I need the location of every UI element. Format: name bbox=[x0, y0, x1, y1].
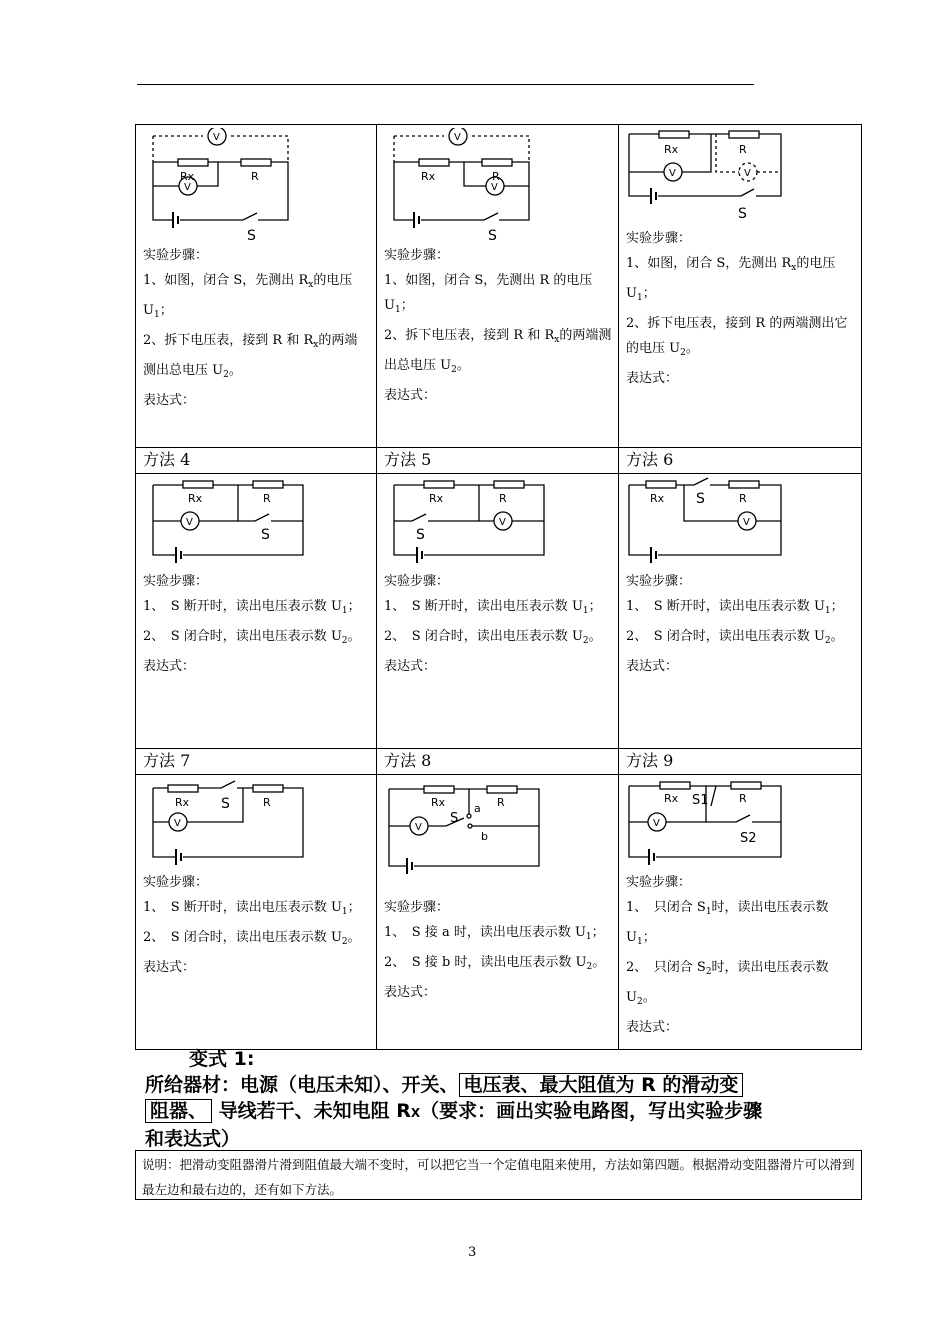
rx-label: Rx bbox=[664, 792, 679, 805]
step-1: 1、 只闭合 $S_1$时，读出电压表示数 $U_1$； bbox=[626, 900, 829, 947]
methods-table bbox=[135, 124, 862, 1050]
switch-label: S bbox=[221, 796, 230, 812]
switch-label: S bbox=[416, 527, 425, 543]
header-rule bbox=[137, 84, 754, 85]
voltmeter-label: V bbox=[743, 517, 750, 528]
circuit-diagram bbox=[626, 128, 796, 226]
expression-label: 表达式： bbox=[384, 659, 437, 674]
voltmeter-label: V bbox=[415, 822, 422, 833]
circuit-diagram bbox=[626, 778, 796, 870]
expression-label: 表达式： bbox=[143, 960, 196, 975]
r-label: R bbox=[739, 143, 747, 156]
r-label: R bbox=[497, 796, 505, 809]
method5-title: 方法 5 bbox=[377, 448, 619, 474]
circuit-diagram bbox=[384, 477, 549, 569]
r-label: R bbox=[492, 170, 500, 183]
r-label: R bbox=[739, 492, 747, 505]
method3-cell bbox=[619, 124, 862, 448]
voltmeter-label: V bbox=[174, 818, 181, 829]
expression-label: 表达式： bbox=[626, 659, 679, 674]
steps-title: 实验步骤： bbox=[626, 231, 692, 246]
voltmeter-label: V bbox=[184, 182, 191, 193]
r-label: R bbox=[263, 796, 271, 809]
voltmeter-label: V bbox=[499, 517, 506, 528]
rx-label: Rx bbox=[421, 170, 436, 183]
rx-label: Rx bbox=[650, 492, 665, 505]
step-2: 2、 S 闭合时，读出电压表示数 $U_2$。 bbox=[143, 629, 361, 646]
step-1: 1、 S 接 a 时，读出电压表示数 $U_1$； bbox=[384, 925, 605, 942]
step-2: 2、 S 闭合时，读出电压表示数 $U_2$。 bbox=[143, 930, 361, 947]
switch-label: S bbox=[738, 206, 747, 222]
steps-title: 实验步骤： bbox=[143, 875, 209, 890]
expression-label: 表达式： bbox=[143, 393, 196, 408]
contact-b-label: b bbox=[481, 830, 488, 843]
rx-label: Rx bbox=[664, 143, 679, 156]
circuit-diagram bbox=[384, 778, 549, 895]
voltmeter-label: V bbox=[653, 818, 660, 829]
circuit-diagram bbox=[143, 778, 308, 870]
step-2: 2、拆下电压表，接到 R 和 $R_x$的两端测出总电压 $U_2$。 bbox=[384, 328, 612, 375]
boxed-text: 阻器、 bbox=[145, 1099, 212, 1123]
rx-label: Rx bbox=[180, 170, 195, 183]
circuit-diagram bbox=[143, 477, 308, 569]
step-1: 1、 S 断开时，读出电压表示数 $U_1$； bbox=[143, 900, 361, 917]
step-2: 2、 S 接 b 时，读出电压表示数 $U_2$。 bbox=[384, 955, 606, 972]
steps-title: 实验步骤： bbox=[626, 574, 692, 589]
steps-title: 实验步骤： bbox=[384, 248, 450, 263]
expression-label: 表达式： bbox=[384, 985, 437, 1000]
contact-a-label: a bbox=[474, 802, 481, 815]
variant-heading: 变式 1: bbox=[189, 1048, 255, 1070]
expression-label: 表达式： bbox=[626, 371, 679, 386]
switch-label: S bbox=[488, 228, 497, 243]
step-1: 1、 S 断开时，读出电压表示数 $U_1$； bbox=[626, 599, 844, 616]
circuit-diagram bbox=[626, 477, 796, 569]
step-2: 2、 S 闭合时，读出电压表示数 $U_2$。 bbox=[626, 629, 844, 646]
r-label: R bbox=[499, 492, 507, 505]
method6-title: 方法 6 bbox=[619, 448, 862, 474]
r-label: R bbox=[739, 792, 747, 805]
boxed-text: 电压表、最大阻值为 R 的滑动变 bbox=[459, 1073, 744, 1097]
step-2: 2、拆下电压表，接到 R 和 $R_x$的两端测出总电压 $U_2$。 bbox=[143, 333, 358, 380]
method9-title: 方法 9 bbox=[619, 749, 862, 775]
expression-label: 表达式： bbox=[384, 388, 437, 403]
page-number: 3 bbox=[468, 1245, 477, 1260]
variant-line-2: 阻器、 导线若干、未知电阻 RX（要求：画出实验电路图，写出实验步骤 bbox=[145, 1098, 815, 1126]
steps-title: 实验步骤： bbox=[143, 248, 209, 263]
step-1: 1、如图，闭合 S，先测出 R 的电压$U_1$； bbox=[384, 273, 593, 315]
step-1: 1、 S 断开时，读出电压表示数 $U_1$； bbox=[384, 599, 602, 616]
method4-title: 方法 4 bbox=[135, 448, 377, 474]
rx-label: Rx bbox=[188, 492, 203, 505]
steps-title: 实验步骤： bbox=[143, 574, 209, 589]
step-2: 2、 S 闭合时，读出电压表示数 $U_2$。 bbox=[384, 629, 602, 646]
rx-label: Rx bbox=[429, 492, 444, 505]
switch-label: S bbox=[450, 811, 459, 826]
switch-s2-label: S2 bbox=[740, 831, 757, 846]
switch-label: S bbox=[696, 491, 705, 507]
note-box: 说明：把滑动变阻器滑片滑到阻值最大端不变时，可以把它当一个定值电阻来使用，方法如第四题。根据滑动变阻器滑片可以滑到最左边和最右边的，还有如下方法。 bbox=[135, 1150, 862, 1200]
step-1: 1、如图，闭合 S，先测出 $R_x$的电压$U_1$； bbox=[143, 273, 353, 320]
method9-cell bbox=[619, 775, 862, 1050]
method8-cell bbox=[377, 775, 619, 1050]
voltmeter-label: V bbox=[454, 132, 461, 143]
rx-label: Rx bbox=[175, 796, 190, 809]
method2-cell bbox=[377, 124, 619, 448]
step-2: 2、 只闭合 $S_2$时，读出电压表示数 $U_2$。 bbox=[626, 960, 829, 1007]
method4-cell bbox=[135, 474, 377, 749]
steps-title: 实验步骤： bbox=[384, 574, 450, 589]
expression-label: 表达式： bbox=[143, 659, 196, 674]
variant-line-1: 所给器材：电源（电压未知）、开关、 电压表、最大阻值为 R 的滑动变 bbox=[145, 1072, 815, 1098]
method5-cell bbox=[377, 474, 619, 749]
switch-label: S bbox=[247, 228, 256, 243]
variant-line-3: 和表达式） bbox=[145, 1128, 241, 1150]
voltmeter-label: V bbox=[213, 132, 220, 143]
r-label: R bbox=[251, 170, 259, 183]
switch-s1-label: S1 bbox=[692, 793, 709, 808]
expression-label: 表达式： bbox=[626, 1020, 679, 1035]
variant-block bbox=[145, 1046, 815, 1152]
step-2: 2、拆下电压表，接到 R 的两端测出它的电压 $U_2$。 bbox=[626, 316, 848, 358]
method6-cell bbox=[619, 474, 862, 749]
voltmeter-label: V bbox=[669, 168, 676, 179]
voltmeter-label: V bbox=[491, 182, 498, 193]
method7-title: 方法 7 bbox=[135, 749, 377, 775]
circuit-diagram bbox=[143, 128, 303, 243]
steps-title: 实验步骤： bbox=[626, 875, 692, 890]
step-1: 1、如图，闭合 S，先测出 $R_x$的电压$U_1$； bbox=[626, 256, 836, 303]
method1-cell bbox=[135, 124, 377, 448]
rx-label: Rx bbox=[431, 796, 446, 809]
step-1: 1、 S 断开时，读出电压表示数 $U_1$； bbox=[143, 599, 361, 616]
switch-label: S bbox=[261, 527, 270, 543]
r-label: R bbox=[263, 492, 271, 505]
voltmeter-label: V bbox=[744, 168, 751, 179]
method7-cell bbox=[135, 775, 377, 1050]
steps-title: 实验步骤： bbox=[384, 900, 450, 915]
circuit-diagram bbox=[384, 128, 544, 243]
voltmeter-label: V bbox=[186, 517, 193, 528]
method8-title: 方法 8 bbox=[377, 749, 619, 775]
